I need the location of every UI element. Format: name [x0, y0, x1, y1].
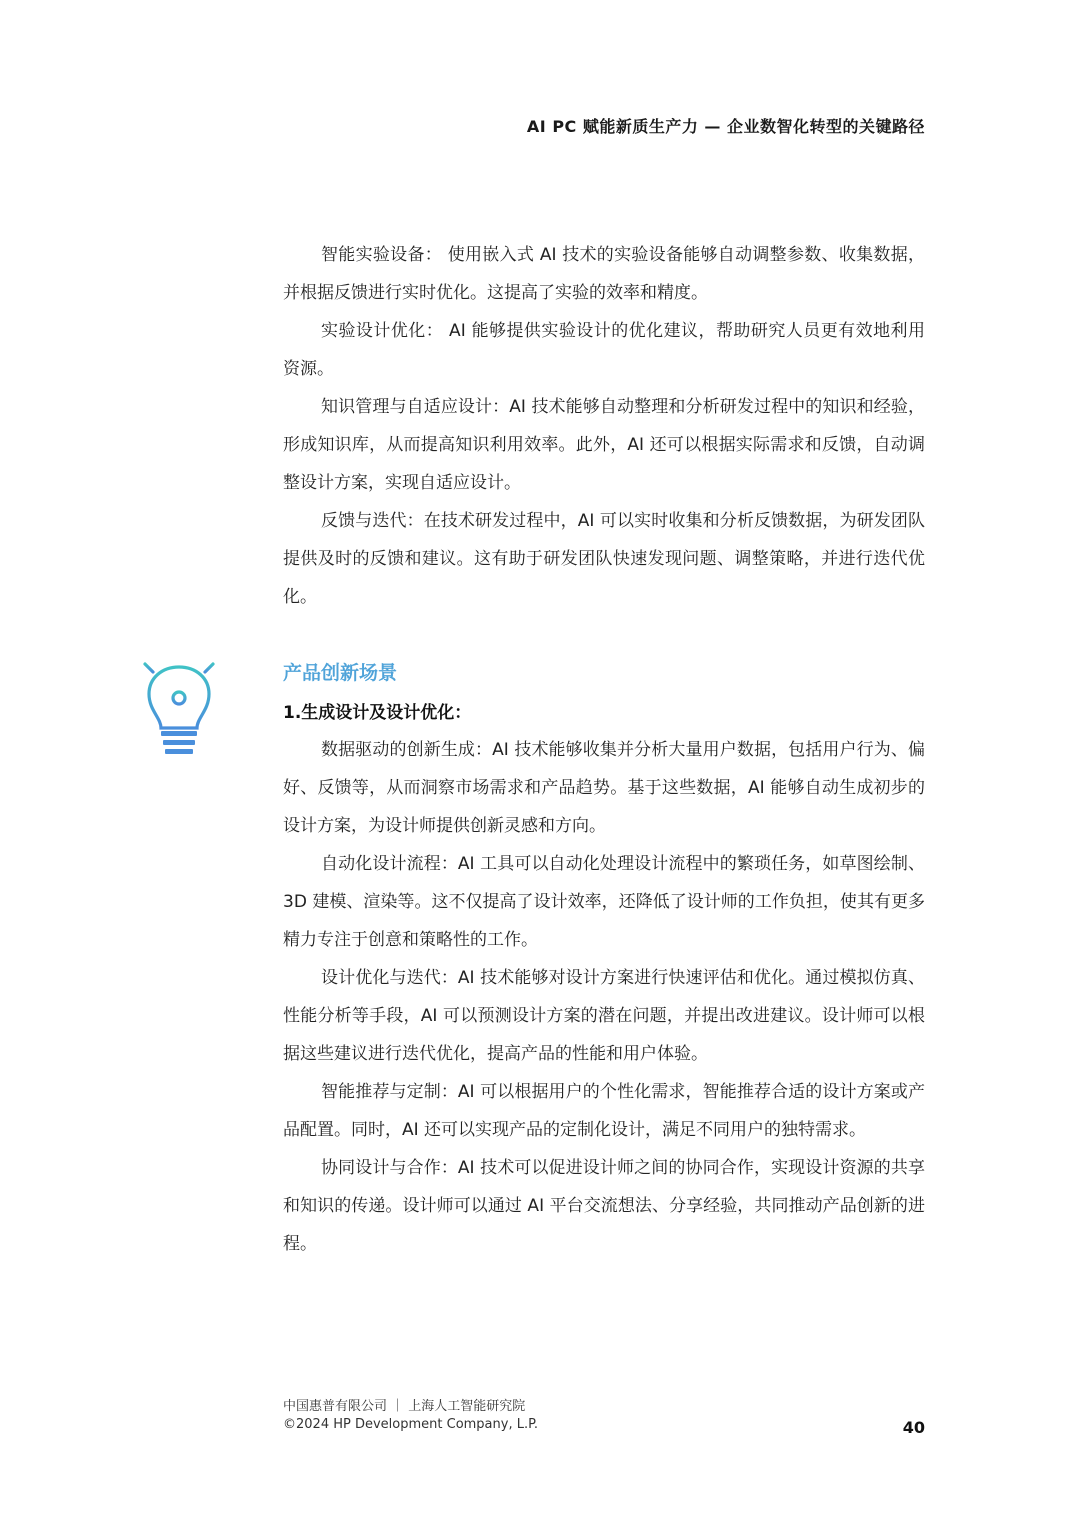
subsection-heading: 1.生成设计及设计优化：	[283, 703, 472, 723]
paragraph-experiment-design: 实验设计优化： AI 能够提供实验设计的优化建议，帮助研究人员更有效地利用资源。	[283, 321, 925, 379]
paragraph-smart-recommendation: 智能推荐与定制：AI 可以根据用户的个性化需求，智能推荐合适的设计方案或产品配置。同时，AI 还可以实现产品的定制化设计，满足不同用户的独特需求。	[283, 1082, 925, 1140]
paragraph-design-optimization: 设计优化与迭代：AI 技术能够对设计方案进行快速评估和优化。通过模拟仿真、性能分析等手段，AI 可以预测设计方案的潜在问题，并提出改进建议。设计师可以根据这些建议进行迭代优化，提高产品的性能和用户体验。	[283, 968, 925, 1064]
paragraph-automated-design-flow: 自动化设计流程：AI 工具可以自动化处理设计流程中的繁琐任务，如草图绘制、3D 建模、渲染等。这不仅提高了设计效率，还降低了设计师的工作负担，使其有更多精力专注于创意和策略性的工作。	[283, 854, 925, 950]
paragraph-feedback-iteration: 反馈与迭代：在技术研发过程中，AI 可以实时收集和分析反馈数据，为研发团队提供及时的反馈和建议。这有助于研发团队快速发现问题、调整策略，并进行迭代优化。	[283, 511, 925, 607]
running-header: AI PC 赋能新质生产力 — 企业数智化转型的关键路径	[526, 117, 925, 136]
intro-text-block	[283, 236, 925, 616]
paragraph-knowledge-management: 知识管理与自适应设计：AI 技术能够自动整理和分析研发过程中的知识和经验，形成知识库，从而提高知识利用效率。此外，AI 还可以根据实际需求和反馈，自动调整设计方案，实现自适应设计。	[283, 397, 925, 493]
paragraph-smart-lab-equipment: 智能实验设备： 使用嵌入式 AI 技术的实验设备能够自动调整参数、收集数据，并根据反馈进行实时优化。这提高了实验的效率和精度。	[283, 245, 925, 303]
page-number: 40	[902, 1418, 925, 1437]
section-heading: 产品创新场景	[283, 662, 398, 684]
lightbulb-icon	[128, 648, 230, 760]
paragraph-collaborative-design: 协同设计与合作：AI 技术可以促进设计师之间的协同合作，实现设计资源的共享和知识的传递。设计师可以通过 AI 平台交流想法、分享经验，共同推动产品创新的进程。	[283, 1158, 925, 1254]
footer-copyright: ©2024 HP Development Company, L.P.	[283, 1417, 539, 1432]
section-text-block	[283, 731, 925, 1263]
paragraph-data-driven-generation: 数据驱动的创新生成：AI 技术能够收集并分析大量用户数据，包括用户行为、偏好、反馈等，从而洞察市场需求和产品趋势。基于这些数据，AI 能够自动生成初步的设计方案，为设计师提供创新灵感和方向。	[283, 740, 925, 836]
footer-organizations: 中国惠普有限公司 ｜ 上海人工智能研究院	[283, 1399, 526, 1414]
